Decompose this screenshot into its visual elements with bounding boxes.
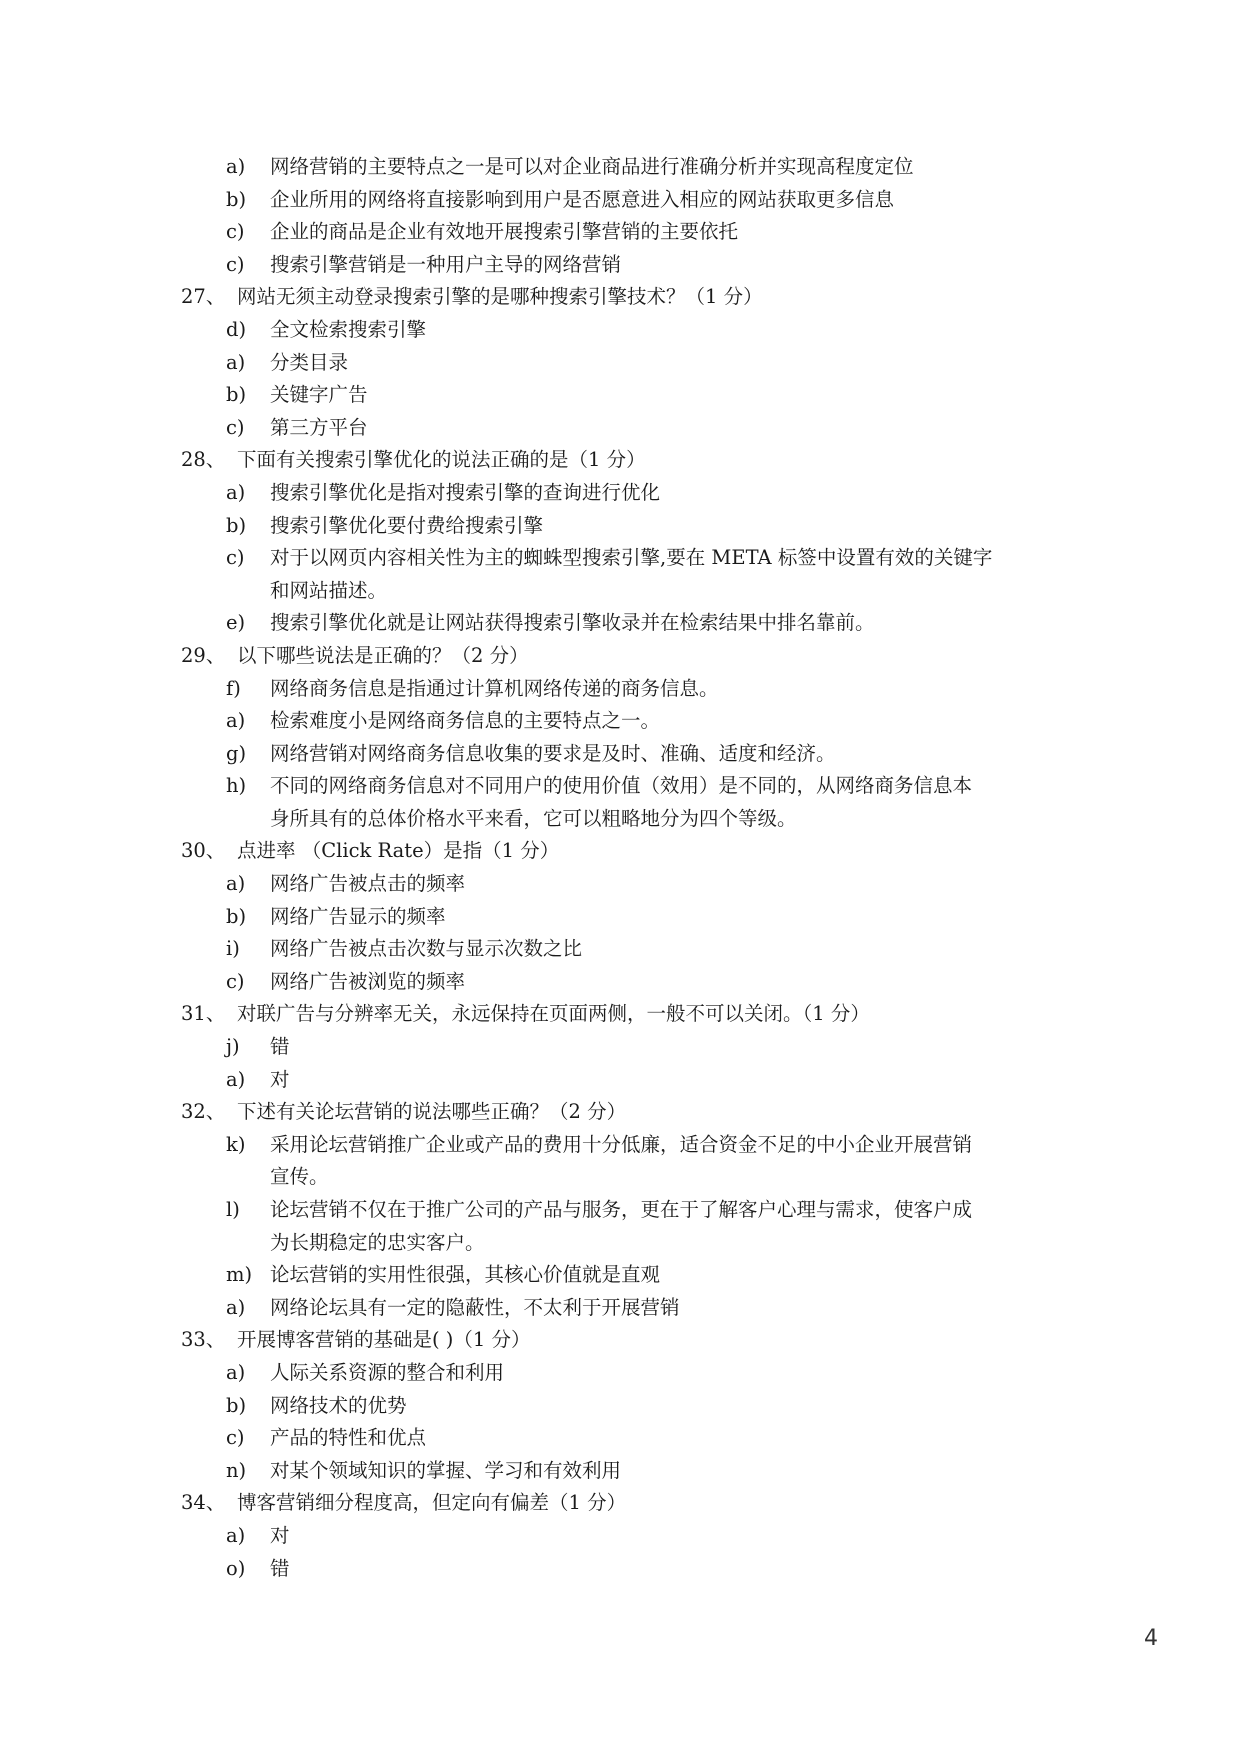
option-label: i) [226,937,240,961]
option-line [0,151,1241,184]
option-label: b) [226,904,247,928]
question-number: 27、 [181,285,226,309]
option-text: 对于以网页内容相关性为主的蜘蛛型搜索引擎,要在 META 标签中设置有效的关键字 [270,546,993,570]
option-text: 网络广告被点击的频率 [270,872,466,896]
option-label: b) [226,1393,247,1417]
option-label: e) [226,611,246,635]
option-text: 搜索引擎优化是指对搜索引擎的查询进行优化 [270,480,661,504]
option-label: a) [226,872,246,896]
question-number: 31、 [181,1002,226,1026]
option-line [0,379,1241,412]
option-label: a) [226,350,246,374]
option-text: 采用论坛营销推广企业或产品的费用十分低廉，适合资金不足的中小企业开展营销 [270,1132,973,1156]
option-line [0,347,1241,380]
question-line [0,281,1241,314]
option-line [0,216,1241,249]
option-line [0,1390,1241,1423]
continuation-line [0,803,1241,836]
option-line [0,933,1241,966]
option-label: m) [226,1263,253,1287]
option-label: j) [226,1035,240,1059]
continuation-line [0,1227,1241,1260]
question-text: 下述有关论坛营销的说法哪些正确？（2 分） [237,1100,627,1124]
option-line [0,705,1241,738]
option-line [0,510,1241,543]
option-text: 网络商务信息是指通过计算机网络传递的商务信息。 [270,676,719,700]
option-label: o) [226,1556,246,1580]
option-text: 搜索引擎优化要付费给搜索引擎 [270,513,544,537]
question-text: 开展博客营销的基础是( )（1 分） [237,1328,531,1352]
option-text: 网络论坛具有一定的隐蔽性，不太利于开展营销 [270,1295,680,1319]
option-line [0,249,1241,282]
option-label: n) [226,1458,247,1482]
question-number: 33、 [181,1328,226,1352]
option-line [0,1194,1241,1227]
question-number: 30、 [181,839,226,863]
option-text: 产品的特性和优点 [270,1426,427,1450]
option-label: b) [226,383,247,407]
question-line [0,1096,1241,1129]
option-text: 网络技术的优势 [270,1393,407,1417]
option-text: 网络广告显示的频率 [270,904,446,928]
option-line [0,542,1241,575]
option-label: a) [226,1523,246,1547]
option-label: g) [226,741,247,765]
option-text: 人际关系资源的整合和利用 [270,1360,505,1384]
option-text: 企业所用的网络将直接影响到用户是否愿意进入相应的网站获取更多信息 [270,187,895,211]
option-label: l) [226,1198,240,1221]
question-text: 博客营销细分程度高，但定向有偏差（1 分） [237,1491,627,1515]
option-label: h) [226,774,247,798]
option-line [0,738,1241,771]
option-label: a) [226,480,246,504]
option-text: 错 [270,1035,290,1059]
option-label: f) [226,676,241,700]
continuation-line [0,575,1241,608]
option-line [0,1520,1241,1553]
option-label: d) [226,317,247,341]
option-label: a) [226,1067,246,1091]
option-text: 宣传。 [270,1165,329,1189]
option-line [0,607,1241,640]
option-label: c) [226,1426,245,1450]
option-label: a) [226,155,246,178]
option-line [0,184,1241,217]
option-line [0,477,1241,510]
option-text: 搜索引擎营销是一种用户主导的网络营销 [270,252,622,276]
continuation-line [0,1161,1241,1194]
option-label: k) [226,1132,246,1156]
question-text: 点进率 （Click Rate）是指（1 分） [237,839,560,863]
option-line [0,1357,1241,1390]
option-text: 全文检索搜索引擎 [270,317,427,341]
option-text: 论坛营销不仅在于推广公司的产品与服务，更在于了解客户心理与需求，使客户成 [270,1198,973,1221]
option-text: 网络广告被浏览的频率 [270,969,466,993]
option-text: 为长期稳定的忠实客户。 [270,1230,485,1254]
option-line [0,770,1241,803]
option-line [0,673,1241,706]
option-line [0,1455,1241,1488]
option-text: 第三方平台 [270,415,368,439]
option-label: b) [226,513,247,537]
option-text: 搜索引擎优化就是让网站获得搜索引擎收录并在检索结果中排名靠前。 [270,611,875,635]
question-number: 34、 [181,1491,226,1515]
question-text: 对联广告与分辨率无关，永远保持在页面两侧，一般不可以关闭。（1 分） [237,1002,870,1026]
option-text: 身所具有的总体价格水平来看，它可以粗略地分为四个等级。 [270,806,797,830]
question-line [0,444,1241,477]
question-text: 网站无须主动登录搜索引擎的是哪种搜索引擎技术？（1 分） [237,285,763,309]
option-text: 网络营销对网络商务信息收集的要求是及时、准确、适度和经济。 [270,741,836,765]
option-label: c) [226,415,245,439]
option-line [0,1064,1241,1097]
question-line [0,1324,1241,1357]
option-line [0,1422,1241,1455]
question-number: 28、 [181,448,226,472]
option-text: 对 [270,1523,290,1547]
question-number: 32、 [181,1100,226,1124]
option-label: c) [226,252,245,276]
option-label: a) [226,709,246,733]
question-line [0,835,1241,868]
option-line [0,901,1241,934]
option-line [0,314,1241,347]
option-text: 网络广告被点击次数与显示次数之比 [270,937,583,961]
option-text: 网络营销的主要特点之一是可以对企业商品进行准确分析并实现高程度定位 [270,155,914,178]
option-text: 不同的网络商务信息对不同用户的使用价值（效用）是不同的，从网络商务信息本 [270,774,973,798]
option-text: 对 [270,1067,290,1091]
option-text: 和网站描述。 [270,578,388,602]
option-label: c) [226,546,245,570]
option-line [0,412,1241,445]
option-label: a) [226,1295,246,1319]
option-line [0,1553,1241,1586]
page-number: 4 [1144,1626,1158,1651]
option-text: 错 [270,1556,290,1580]
option-line [0,1031,1241,1064]
option-text: 对某个领域知识的掌握、学习和有效利用 [270,1458,622,1482]
document-body [0,151,1241,1585]
question-text: 下面有关搜索引擎优化的说法正确的是（1 分） [237,448,646,472]
question-text: 以下哪些说法是正确的？（2 分） [237,643,529,667]
option-line [0,966,1241,999]
question-line [0,998,1241,1031]
option-text: 关键字广告 [270,383,368,407]
option-label: b) [226,187,247,211]
question-number: 29、 [181,643,226,667]
question-line [0,1487,1241,1520]
option-line [0,1129,1241,1162]
option-text: 分类目录 [270,350,349,374]
question-line [0,640,1241,673]
option-label: c) [226,220,245,244]
option-line [0,1259,1241,1292]
option-text: 论坛营销的实用性很强，其核心价值就是直观 [270,1263,661,1287]
option-line [0,868,1241,901]
option-label: c) [226,969,245,993]
option-line [0,1292,1241,1325]
option-text: 检索难度小是网络商务信息的主要特点之一。 [270,709,661,733]
option-label: a) [226,1360,246,1384]
option-text: 企业的商品是企业有效地开展搜索引擎营销的主要依托 [270,220,739,244]
